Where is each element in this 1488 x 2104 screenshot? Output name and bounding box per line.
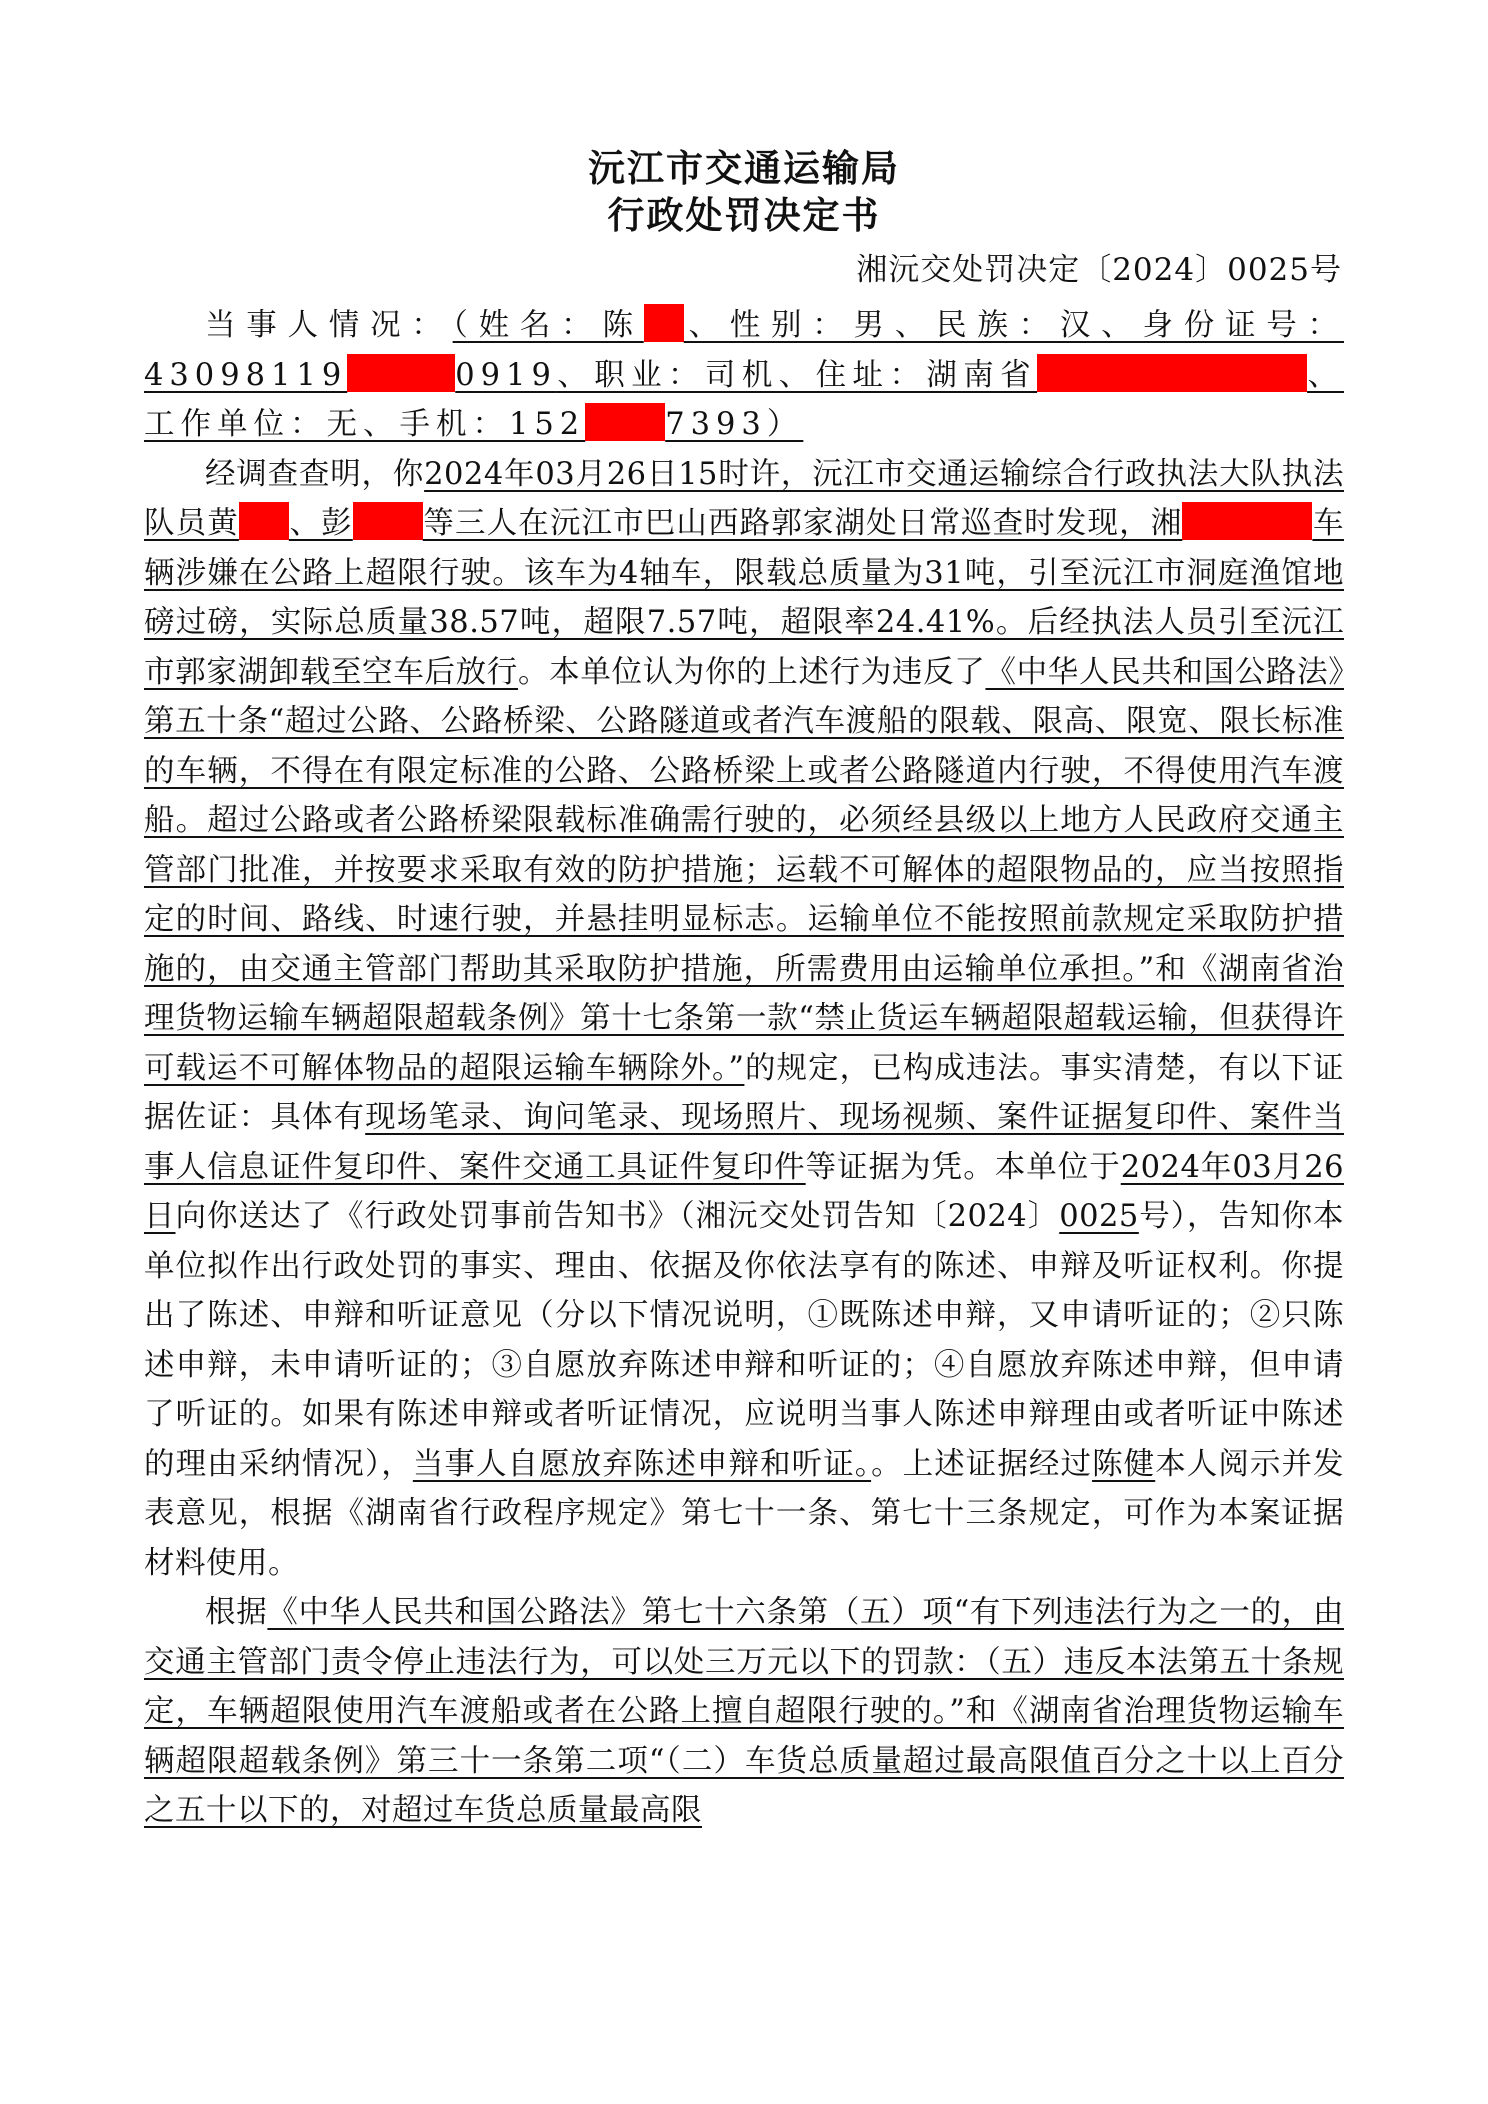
redaction-mark [1037, 354, 1307, 392]
para1-text-d: 等三人在沅江市巴山西路郭家湖处日常巡查时发现，湘 [422, 506, 1183, 541]
para1-legal-clause: 《中华人民共和国公路法》第五十条“超过公路、公路桥梁、公路隧道或者汽车渡船的限载、限高、限宽、限长标准的车辆，不得在有限定标准的公路、公路桥梁上或者公路隧道内行驶，不得使用汽车渡船。超过公路或者公路桥梁限载标准确需行驶的，必须经县级以上地方人民政府交通主管部门批准，并按要求采取有效的防护措施；运载不可解体的超限物品的，应当按照指定的时间、路线、时速行驶，并悬挂明显标志。运输单位不能按照前款规定采取防护措施的，由交通主管部门帮助其采取防护措施，所需费用由运输单位承担。”和《湖南省治理货物运输车辆超限超载条例》第十七条第一款“禁止货运车辆超限超载运输，但获得许可载运不可解体物品的超限运输车辆除外。” [144, 654, 1345, 1086]
legal-basis-paragraph [144, 1588, 1344, 1836]
redaction-mark [347, 354, 455, 392]
para2-legal-clause: 《中华人民共和国公路法》第七十六条第（五）项“有下列违法行为之一的，由交通主管部门责令停止违法行为，可以处三万元以下的罚款：（五）违反本法第五十条规定，车辆超限使用汽车渡船或者在公路上擅自超限行驶的。”和《湖南省治理货物运输车辆超限超载条例》第三十一条第二项“（二）车货总质量超过最高限值百分之十以上百分之五十以下的，对超过车货总质量最高限 [144, 1595, 1345, 1828]
party-phone-suffix: 7393） [665, 407, 804, 442]
para1-party-statement: 当事人自愿放弃陈述申辩和听证。 [412, 1446, 872, 1482]
para1-text-e: 车辆涉嫌在公路上超限行驶。该车为4轴车，限载总质量为31吨，引至沅江市洞庭渔馆地磅过磅，实际总质量38.57吨，超限7.57吨，超限率24.41%。后经执法人员引至沅江市郭家湖卸载至空车后放行 [144, 506, 1344, 690]
party-intro: 当事人情况： [205, 308, 453, 343]
para1-notice-date: 2024年03月26日 [144, 1149, 1345, 1234]
para1-text-a: 经调查查明，你 [205, 456, 425, 492]
party-name-label: （姓名：陈 [452, 308, 644, 343]
para1-text-h: 的规定，已构成违法。事实清楚，有以下证据佐证：具体有 [144, 1050, 1344, 1135]
redaction-mark [1182, 502, 1312, 540]
doc-number: 湘沅交处罚决定〔2024〕0025号 [856, 252, 1342, 288]
para1-text-n: 号），告知你本单位拟作出行政处罚的事实、理由、依据及你依法享有的陈述、申辩及听证权利。你提出了陈述、申辩和听证意见（分以下情况说明，①既陈述申辩，又申请听证的；②只陈述申辩，未申请听证的；③自愿放弃陈述申辩和听证的；④自愿放弃陈述申辩，但申请了听证的。如果有陈述申辩或者听证情况，应说明当事人陈述申辩理由或者听证中陈述的理由采纳情况）， [144, 1199, 1345, 1482]
redaction-mark [353, 502, 423, 540]
redaction-mark [585, 403, 665, 441]
para1-text-j: 等证据为凭。本单位于 [805, 1149, 1121, 1185]
party-gender: 、性别：男、民族：汉、身份证号： [683, 308, 1345, 343]
doc-title: 行政处罚决定书 [607, 194, 881, 237]
document-body [144, 301, 1344, 1836]
para1-notice-number: 0025 [1059, 1199, 1139, 1234]
para1-text-p: 。上述证据经过 [871, 1446, 1093, 1482]
party-info [144, 301, 1344, 450]
para1-text-l: 向你送达了《行政处罚事前告知书》（湘沅交处罚告知〔2024〕 [175, 1199, 1060, 1234]
para1-text-r: 本人阅示并发表意见，根据《湖南省行政程序规定》第七十一条、第七十三条规定，可作为本案证据材料使用。 [144, 1446, 1345, 1581]
para1-evidence-list: 现场笔录、询问笔录、现场照片、现场视频、案件证据复印件、案件当事人信息证件复印件、案件交通工具证件复印件 [144, 1100, 1345, 1185]
para1-text-b: 2024年03月26日15时许，沅江市交通运输综合行政执法大队执法队员黄 [144, 456, 1344, 541]
para1-reviewer-name: 陈健 [1092, 1446, 1156, 1482]
investigation-paragraph [144, 450, 1344, 1589]
party-work-phone: 、工作单位：无、手机：152 [144, 357, 1345, 442]
para1-text-c: 、彭 [288, 506, 353, 541]
party-job-address: 、职业：司机、住址：湖南省 [556, 357, 1038, 393]
redaction-mark [644, 304, 684, 342]
org-title: 沅江市交通运输局 [588, 147, 900, 190]
redaction-mark [239, 502, 289, 540]
party-id-prefix: 43098119 [144, 357, 348, 393]
party-id-suffix: 0919 [455, 357, 557, 393]
para2-text-a: 根据 [205, 1595, 268, 1630]
para1-text-f: 。本单位认为你的上述行为违反了 [517, 654, 986, 690]
